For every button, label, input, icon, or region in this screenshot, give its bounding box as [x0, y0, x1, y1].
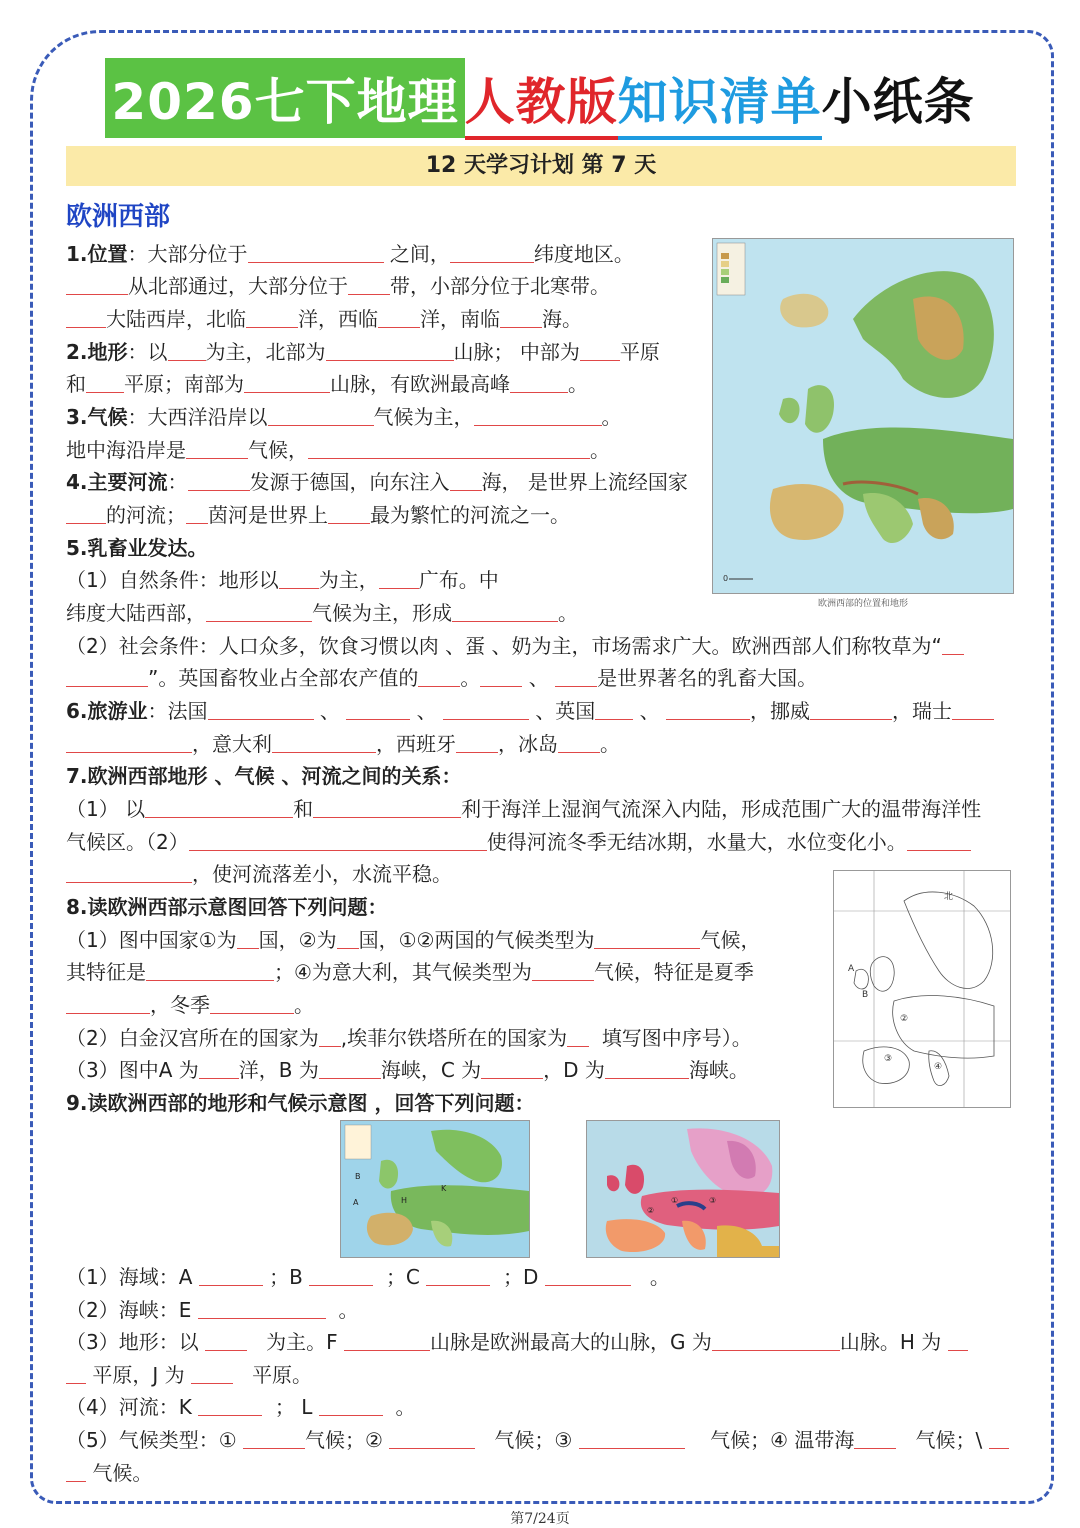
q8a-line: （1）图中国家①为 国，②为 国，①②两国的气候类型为 气候，: [66, 928, 761, 952]
page-title: [0, 58, 1080, 140]
svg-text:③: ③: [709, 1196, 717, 1205]
q9f-line: （5）气候类型：① 气候；② 气候；③ 气候；④ 温带海 气候；\: [66, 1426, 1009, 1454]
section-heading: 欧洲西部: [66, 202, 171, 232]
svg-text:H: H: [401, 1196, 408, 1205]
q1c-line: 大陆西岸，北临 洋，西临 洋，南临 海。: [66, 305, 582, 333]
svg-text:0: 0: [723, 574, 729, 583]
climate-map-small: [586, 1120, 780, 1258]
title-part-list: 知识清单: [618, 60, 822, 140]
q9a-line: （1）海域：A ；B ；C ；D 。: [66, 1265, 670, 1289]
q8b-line: 其特征是 ；④为意大利，其气候类型为 气候，特征是夏季: [66, 960, 754, 984]
q5-heading: 5.乳畜业发达。: [66, 536, 208, 560]
q9c-line: （3）地形：以 为主。F 山脉是欧洲最高大的山脉，G 为 山脉。H 为: [66, 1328, 968, 1356]
study-plan-banner: 12 天学习计划 第 7 天: [66, 146, 1016, 186]
q3b-line: 地中海沿岸是 气候， 。: [66, 438, 610, 462]
svg-text:②: ②: [647, 1206, 655, 1215]
q9b-line: （2）海峡：E 。: [66, 1298, 359, 1322]
q8-heading: 8.读欧洲西部示意图回答下列问题：: [66, 895, 388, 919]
q1-line: 1.位置：大部分位于 之间， 纬度地区。: [66, 242, 634, 266]
q5c-line: （2）社会条件：人口众多，饮食习惯以肉 、蛋 、奶为主，市场需求广大。欧洲西部人们称牧草为“: [66, 632, 964, 660]
svg-text:A: A: [353, 1198, 359, 1207]
q2-line: 2.地形：以 为主，北部为 山脉； 中部为 平原: [66, 340, 660, 364]
q9-heading: 9.读欧洲西部的地形和气候示意图 ，回答下列问题：: [66, 1091, 535, 1115]
europe-terrain-map: [712, 238, 1014, 594]
q4b-line: 的河流； 茵河是世界上 最为繁忙的河流之一。: [66, 501, 570, 529]
svg-text:③: ③: [884, 1054, 893, 1064]
svg-text:①: ①: [671, 1196, 679, 1205]
q2b-line: 和 平原；南部为 山脉，有欧洲最高峰 。: [66, 372, 588, 396]
q3-line: 3.气候：大西洋沿岸以 气候为主， 。: [66, 405, 622, 429]
q5d-line: ”。英国畜牧业占全部农产值的 。 、 是世界著名的乳畜大国。: [66, 664, 817, 692]
q8d-line: （2）白金汉宫所在的国家为 ,埃菲尔铁塔所在的国家为 填写图中序号）。: [66, 1026, 752, 1050]
europe-outline-map: [833, 870, 1011, 1108]
svg-text:④: ④: [934, 1062, 943, 1072]
q1b-line: 从北部通过，大部分位于 带，小部分位于北寒带。: [66, 272, 610, 300]
svg-text:K: K: [441, 1184, 447, 1193]
q7b-line: 气候区。（2） 使得河流冬季无结冰期，水量大，水位变化小。: [66, 828, 971, 856]
svg-text:B: B: [355, 1172, 361, 1181]
q6b-line: ，意大利 ，西班牙 ，冰岛 。: [66, 730, 620, 758]
q9g-line: 气候。: [66, 1459, 152, 1487]
q9e-line: （4）河流：K ； L 。: [66, 1395, 416, 1419]
title-part-note: 小纸条: [821, 73, 975, 131]
title-part-edition: 人教版: [465, 60, 618, 140]
q7-heading: 7.欧洲西部地形 、气候 、河流之间的关系：: [66, 764, 462, 788]
svg-text:北: 北: [944, 892, 954, 902]
svg-text:②: ②: [900, 1014, 909, 1024]
q7a-line: （1） 以 和 利于海洋上湿润气流深入内陆，形成范围广大的温带海洋性: [66, 797, 982, 821]
title-part-year: 2026七下地理: [105, 58, 464, 138]
q5b-line: 纬度大陆西部， 气候为主，形成 。: [66, 601, 578, 625]
q7c-line: ，使河流落差小，水流平稳。: [66, 860, 452, 888]
q8c-line: ，冬季 。: [66, 991, 314, 1019]
page-number: 第7/24页: [510, 1511, 570, 1527]
q4-line: 4.主要河流： 发源于德国，向东注入 海， 是世界上流经国家: [66, 470, 688, 494]
svg-text:B: B: [862, 990, 869, 1000]
map1-caption: 欧洲西部的位置和地形: [817, 599, 908, 609]
q8e-line: （3）图中A 为 洋，B 为 海峡，C 为 ，D 为 海峡。: [66, 1058, 749, 1082]
q6-line: 6.旅游业：法国 、 、 、英国 、 ，挪威 ，瑞士: [66, 697, 994, 725]
q9d-line: 平原，J 为 平原。: [66, 1361, 312, 1389]
q5a-line: （1）自然条件：地形以 为主， 广布。中: [66, 568, 499, 592]
svg-text:A: A: [848, 964, 855, 974]
terrain-map-small: [340, 1120, 530, 1258]
